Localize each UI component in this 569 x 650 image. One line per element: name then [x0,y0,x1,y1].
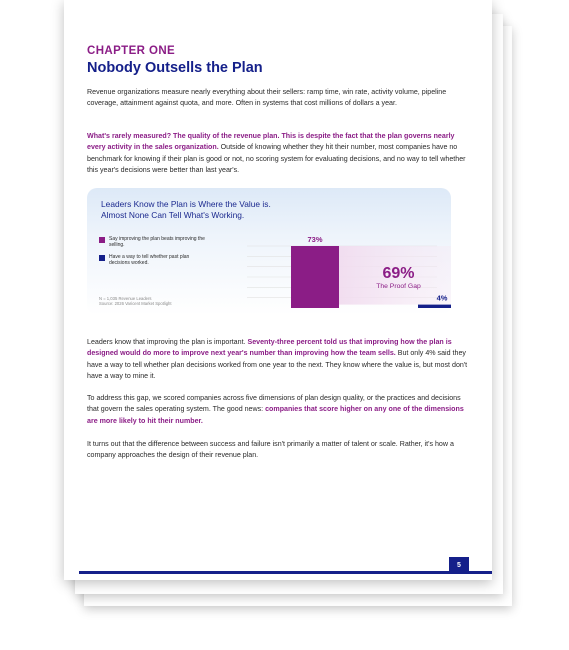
chart-source-citation: Source: 2026 Varicent Market Spotlight [99,301,172,307]
chart-value-label-1: 4% [436,293,448,303]
paragraph-intro [87,87,471,110]
proof-gap-chart [87,188,451,315]
highlight-rarely-measured: What's rarely measured? The quality of the revenue plan. This is despite the fact that the plan governs nearly every activity in the sales organization. [87,132,455,152]
paragraph-intro-text: Revenue organizations measure nearly everything about their sellers: ramp time, win rate, activity volume, pipeline coverage, attainment against quota, and more. Often in systems that cost millions of dollars a year. [87,88,447,108]
paragraph-seventy-three-rest: But only 4% said they have a way to tell whether plan decisions worked from one year to the next. They know where the value is, but most don't have a way to mine it. [87,349,468,380]
chart-value-label-0: 73% [307,235,323,244]
paragraph-seventy-three-start: Leaders know that improving the plan is important. [87,338,248,346]
highlight-seventy-three: Seventy-three percent told us that improving how the plan is designed would do more to improve next year's number than improving how the team sells. [87,338,452,358]
paragraph-seventy-three [87,337,471,382]
chart-sample-size: N = 1,035 Revenue Leaders [99,296,152,301]
paragraph-rarely-measured-rest: Outside of knowing whether they hit their number, most companies have no benchmark for knowing if their plan is good or not, no scoring system for evaluating decisions, and no way to tell whether this year's decisions were better than last year's. [87,143,466,174]
chart-bar-1 [418,305,451,308]
page-number: 5 [449,557,469,574]
chart-plot-area [87,188,451,315]
legend-label-plan-beats-selling: Say improving the plan beats improving the selling. [109,236,205,249]
chart-title-line-2: Almost None Can Tell What's Working. [101,209,245,220]
paragraph-rarely-measured [87,131,471,176]
chapter-title: Nobody Outsells the Plan [87,60,263,76]
chart-bar-0 [291,246,339,308]
paragraph-conclusion [87,439,471,462]
highlight-good-news: companies that score higher on any one of the dimensions are more likely to hit their number. [87,405,464,425]
paragraph-address-gap-start: To address this gap, we scored companies across five dimensions of plan design quality, or the practices and decisions that govern the sales operating system. The good news: [87,394,461,414]
proof-gap-label: The Proof Gap [376,283,421,290]
report-page [64,0,492,580]
proof-gap-value: 69% [382,265,415,282]
chapter-label: CHAPTER ONE [87,45,176,57]
chart-title-line-1: Leaders Know the Plan is Where the Value is. [101,199,271,209]
footer-bar [79,571,492,574]
legend-label-past-decisions: Have a way to tell whether past plan decisions worked. [109,254,190,267]
paragraph-conclusion-text: It turns out that the difference between success and failure isn't primarily a matter of talent or scale. Rather, it's how a company approaches the design of their revenue plan. [87,440,454,460]
paragraph-address-gap [87,393,471,427]
